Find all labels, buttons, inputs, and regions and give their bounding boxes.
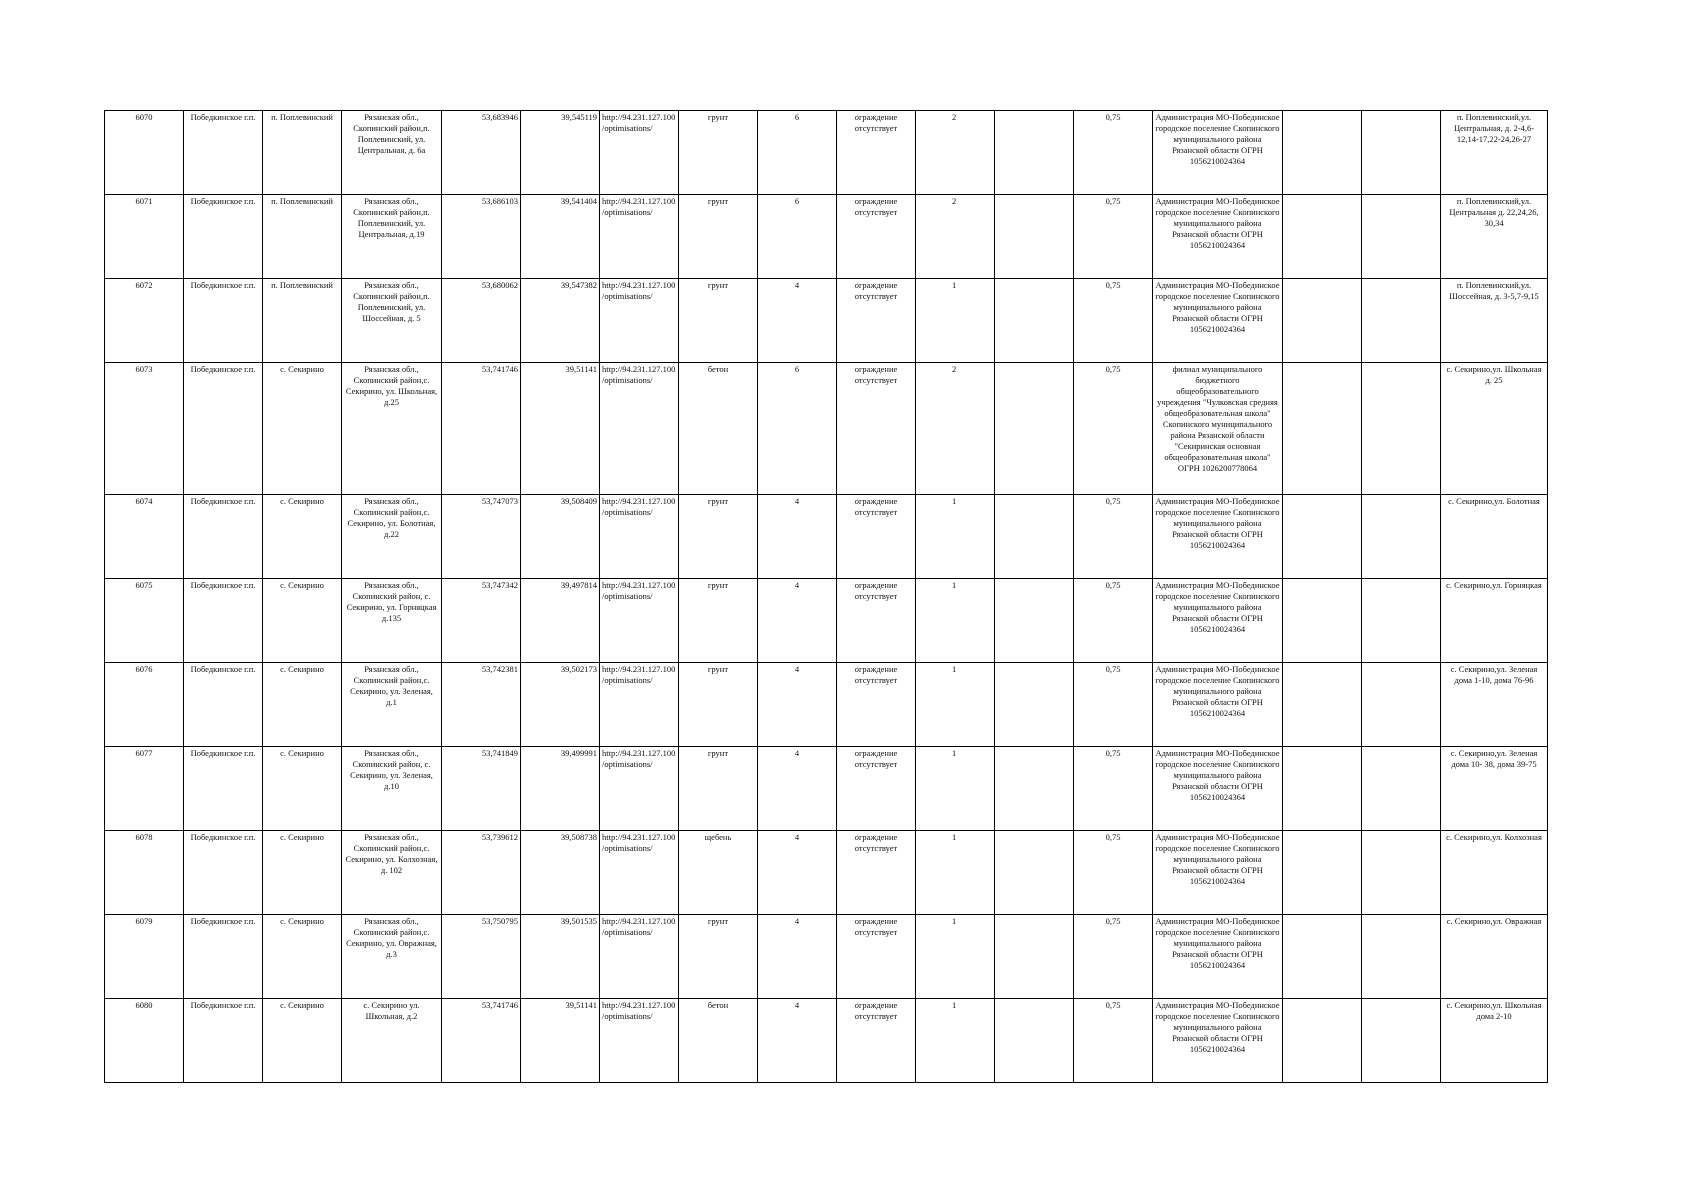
area-cell: 6: [758, 363, 837, 495]
table-row: [105, 279, 1548, 363]
longitude-cell: 39,547382: [521, 279, 600, 363]
surface-cell: грунт: [679, 663, 758, 747]
surface-cell: грунт: [679, 279, 758, 363]
settlement-cell: Победкинское г.п.: [184, 363, 263, 495]
area-cell: 4: [758, 579, 837, 663]
locality-cell: с. Секирино: [263, 495, 342, 579]
locality-cell: с. Секирино: [263, 579, 342, 663]
fence-cell: ограждение отсутствует: [837, 999, 916, 1083]
volume-cell: 0,75: [1074, 495, 1153, 579]
settlement-cell: Победкинское г.п.: [184, 195, 263, 279]
url-cell: http://94.231.127.100/optimisations/: [600, 579, 679, 663]
surface-cell: грунт: [679, 111, 758, 195]
empty-cell: [1362, 999, 1441, 1083]
empty-cell: [1362, 915, 1441, 999]
table-row: [105, 747, 1548, 831]
locality-cell: п. Поплевинский: [263, 195, 342, 279]
table-row: [105, 495, 1548, 579]
sources-cell: п. Поплевинский,ул. Шоссейная, д. 3-5,7-9,15: [1441, 279, 1548, 363]
surface-cell: грунт: [679, 195, 758, 279]
empty-cell: [995, 579, 1074, 663]
longitude-cell: 39,545119: [521, 111, 600, 195]
row-number-cell: 6072: [105, 279, 184, 363]
address-cell: Рязанская обл., Скопинский район,с. Секирино, ул. Болотная, д.22: [342, 495, 442, 579]
row-number-cell: 6071: [105, 195, 184, 279]
empty-cell: [995, 915, 1074, 999]
empty-cell: [995, 999, 1074, 1083]
empty-cell: [995, 495, 1074, 579]
locality-cell: с. Секирино: [263, 831, 342, 915]
settlement-cell: Победкинское г.п.: [184, 579, 263, 663]
latitude-cell: 53,742381: [442, 663, 521, 747]
volume-cell: 0,75: [1074, 747, 1153, 831]
fence-cell: ограждение отсутствует: [837, 747, 916, 831]
sources-cell: с. Секирино,ул. Болотная: [1441, 495, 1548, 579]
empty-cell: [995, 279, 1074, 363]
fence-cell: ограждение отсутствует: [837, 831, 916, 915]
table-row: [105, 831, 1548, 915]
row-number-cell: 6075: [105, 579, 184, 663]
volume-cell: 0,75: [1074, 195, 1153, 279]
table-row: [105, 579, 1548, 663]
empty-cell: [1362, 831, 1441, 915]
empty-cell: [1283, 111, 1362, 195]
empty-cell: [1283, 915, 1362, 999]
table-row: [105, 663, 1548, 747]
address-cell: Рязанская обл., Скопинский район, с. Секирино, ул. Горняцкая д.135: [342, 579, 442, 663]
locality-cell: п. Поплевинский: [263, 279, 342, 363]
empty-cell: [1362, 111, 1441, 195]
owner-cell: Администрация МО-Побединское городское поселение Скопинского муниципального района Рязанской области ОГРН 1056210024364: [1153, 579, 1283, 663]
address-cell: Рязанская обл., Скопинский район,с. Секирино, ул. Колхозная, д. 102: [342, 831, 442, 915]
area-cell: 4: [758, 279, 837, 363]
area-cell: 4: [758, 747, 837, 831]
owner-cell: Администрация МО-Побединское городское поселение Скопинского муниципального района Рязанской области ОГРН 1056210024364: [1153, 111, 1283, 195]
longitude-cell: 39,508409: [521, 495, 600, 579]
row-number-cell: 6077: [105, 747, 184, 831]
empty-cell: [1283, 663, 1362, 747]
locality-cell: с. Секирино: [263, 747, 342, 831]
containers-cell: 1: [916, 999, 995, 1083]
url-cell: http://94.231.127.100/optimisations/: [600, 915, 679, 999]
owner-cell: Администрация МО-Побединское городское поселение Скопинского муниципального района Рязанской области ОГРН 1056210024364: [1153, 195, 1283, 279]
area-cell: 6: [758, 195, 837, 279]
owner-cell: филиал муниципального бюджетного общеобразовательного учреждения "Чулковская средняя общеобразовательная школа" Скопинского муниципального района Рязанской области "Секиринская основная общеобразовательная школа" ОГРН 1026200778064: [1153, 363, 1283, 495]
row-number-cell: 6074: [105, 495, 184, 579]
settlement-cell: Победкинское г.п.: [184, 279, 263, 363]
fence-cell: ограждение отсутствует: [837, 363, 916, 495]
row-number-cell: 6080: [105, 999, 184, 1083]
sources-cell: с. Секирино,ул. Школьная дома 2-10: [1441, 999, 1548, 1083]
volume-cell: 0,75: [1074, 363, 1153, 495]
fence-cell: ограждение отсутствует: [837, 195, 916, 279]
sources-cell: п. Поплевинский,ул. Центральная, д. 2-4,6-12,14-17,22-24,26-27: [1441, 111, 1548, 195]
table-row: [105, 363, 1548, 495]
locality-cell: с. Секирино: [263, 663, 342, 747]
latitude-cell: 53,741849: [442, 747, 521, 831]
surface-cell: грунт: [679, 915, 758, 999]
latitude-cell: 53,747342: [442, 579, 521, 663]
empty-cell: [995, 831, 1074, 915]
surface-cell: щебень: [679, 831, 758, 915]
owner-cell: Администрация МО-Побединское городское поселение Скопинского муниципального района Рязанской области ОГРН 1056210024364: [1153, 495, 1283, 579]
table-row: [105, 915, 1548, 999]
empty-cell: [1283, 999, 1362, 1083]
fence-cell: ограждение отсутствует: [837, 579, 916, 663]
latitude-cell: 53,741746: [442, 363, 521, 495]
row-number-cell: 6078: [105, 831, 184, 915]
owner-cell: Администрация МО-Побединское городское поселение Скопинского муниципального района Рязанской области ОГРН 1056210024364: [1153, 279, 1283, 363]
volume-cell: 0,75: [1074, 831, 1153, 915]
longitude-cell: 39,51141: [521, 999, 600, 1083]
url-cell: http://94.231.127.100/optimisations/: [600, 831, 679, 915]
row-number-cell: 6076: [105, 663, 184, 747]
surface-cell: грунт: [679, 579, 758, 663]
volume-cell: 0,75: [1074, 663, 1153, 747]
empty-cell: [1362, 663, 1441, 747]
area-cell: 4: [758, 663, 837, 747]
surface-cell: бетон: [679, 363, 758, 495]
url-cell: http://94.231.127.100/optimisations/: [600, 999, 679, 1083]
empty-cell: [1283, 279, 1362, 363]
settlement-cell: Победкинское г.п.: [184, 663, 263, 747]
registry-table: [104, 110, 1548, 1083]
empty-cell: [995, 111, 1074, 195]
table-row: [105, 999, 1548, 1083]
table-row: [105, 111, 1548, 195]
empty-cell: [1283, 747, 1362, 831]
locality-cell: с. Секирино: [263, 363, 342, 495]
latitude-cell: 53,750795: [442, 915, 521, 999]
longitude-cell: 39,501535: [521, 915, 600, 999]
surface-cell: грунт: [679, 495, 758, 579]
empty-cell: [1362, 579, 1441, 663]
url-cell: http://94.231.127.100/optimisations/: [600, 279, 679, 363]
longitude-cell: 39,541404: [521, 195, 600, 279]
area-cell: 4: [758, 831, 837, 915]
area-cell: 6: [758, 111, 837, 195]
address-cell: Рязанская обл., Скопинский район,п. Поплевинский, ул. Центральная, д. 6а: [342, 111, 442, 195]
empty-cell: [995, 195, 1074, 279]
containers-cell: 1: [916, 663, 995, 747]
fence-cell: ограждение отсутствует: [837, 915, 916, 999]
row-number-cell: 6070: [105, 111, 184, 195]
area-cell: 4: [758, 915, 837, 999]
url-cell: http://94.231.127.100/optimisations/: [600, 363, 679, 495]
containers-cell: 2: [916, 111, 995, 195]
empty-cell: [1283, 495, 1362, 579]
url-cell: http://94.231.127.100/optimisations/: [600, 747, 679, 831]
sources-cell: с. Секирино,ул. Овражная: [1441, 915, 1548, 999]
sources-cell: с. Секирино,ул. Горняцкая: [1441, 579, 1548, 663]
longitude-cell: 39,497814: [521, 579, 600, 663]
longitude-cell: 39,499991: [521, 747, 600, 831]
latitude-cell: 53,747073: [442, 495, 521, 579]
address-cell: с. Секирино ул. Школьная, д.2: [342, 999, 442, 1083]
address-cell: Рязанская обл., Скопинский район,п. Поплевинский, ул. Центральная, д.19: [342, 195, 442, 279]
locality-cell: п. Поплевинский: [263, 111, 342, 195]
volume-cell: 0,75: [1074, 999, 1153, 1083]
empty-cell: [1283, 579, 1362, 663]
address-cell: Рязанская обл., Скопинский район, с. Секирино, ул. Зеленая, д.10: [342, 747, 442, 831]
surface-cell: грунт: [679, 747, 758, 831]
latitude-cell: 53,680062: [442, 279, 521, 363]
area-cell: 4: [758, 495, 837, 579]
latitude-cell: 53,739612: [442, 831, 521, 915]
containers-cell: 1: [916, 495, 995, 579]
sources-cell: с. Секирино,ул. Школьная д. 25: [1441, 363, 1548, 495]
settlement-cell: Победкинское г.п.: [184, 111, 263, 195]
empty-cell: [1362, 195, 1441, 279]
settlement-cell: Победкинское г.п.: [184, 915, 263, 999]
sources-cell: с. Секирино,ул. Зеленая дома 1-10, дома 76-96: [1441, 663, 1548, 747]
sources-cell: с. Секирино,ул. Зеленая дома 10- 38, дома 39-75: [1441, 747, 1548, 831]
fence-cell: ограждение отсутствует: [837, 111, 916, 195]
containers-cell: 1: [916, 915, 995, 999]
owner-cell: Администрация МО-Побединское городское поселение Скопинского муниципального района Рязанской области ОГРН 1056210024364: [1153, 831, 1283, 915]
empty-cell: [1362, 495, 1441, 579]
empty-cell: [995, 663, 1074, 747]
address-cell: Рязанская обл., Скопинский район,с. Секирино, ул. Школьная, д.25: [342, 363, 442, 495]
longitude-cell: 39,502173: [521, 663, 600, 747]
table-body: [105, 111, 1548, 1083]
containers-cell: 1: [916, 747, 995, 831]
address-cell: Рязанская обл., Скопинский район,с. Секирино, ул. Овражная, д.3: [342, 915, 442, 999]
surface-cell: бетон: [679, 999, 758, 1083]
volume-cell: 0,75: [1074, 111, 1153, 195]
owner-cell: Администрация МО-Побединское городское поселение Скопинского муниципального района Рязанской области ОГРН 1056210024364: [1153, 999, 1283, 1083]
row-number-cell: 6079: [105, 915, 184, 999]
volume-cell: 0,75: [1074, 279, 1153, 363]
locality-cell: с. Секирино: [263, 915, 342, 999]
owner-cell: Администрация МО-Побединское городское поселение Скопинского муниципального района Рязанской области ОГРН 1056210024364: [1153, 915, 1283, 999]
empty-cell: [1283, 195, 1362, 279]
volume-cell: 0,75: [1074, 579, 1153, 663]
area-cell: 4: [758, 999, 837, 1083]
row-number-cell: 6073: [105, 363, 184, 495]
containers-cell: 2: [916, 195, 995, 279]
settlement-cell: Победкинское г.п.: [184, 495, 263, 579]
containers-cell: 1: [916, 579, 995, 663]
containers-cell: 2: [916, 363, 995, 495]
locality-cell: с. Секирино: [263, 999, 342, 1083]
url-cell: http://94.231.127.100/optimisations/: [600, 663, 679, 747]
empty-cell: [1283, 363, 1362, 495]
url-cell: http://94.231.127.100/optimisations/: [600, 495, 679, 579]
containers-cell: 1: [916, 279, 995, 363]
latitude-cell: 53,686103: [442, 195, 521, 279]
settlement-cell: Победкинское г.п.: [184, 747, 263, 831]
empty-cell: [995, 363, 1074, 495]
empty-cell: [1362, 747, 1441, 831]
url-cell: http://94.231.127.100/optimisations/: [600, 195, 679, 279]
address-cell: Рязанская обл., Скопинский район,п. Поплевинский, ул. Шоссейная, д. 5: [342, 279, 442, 363]
owner-cell: Администрация МО-Побединское городское поселение Скопинского муниципального района Рязанской области ОГРН 1056210024364: [1153, 663, 1283, 747]
longitude-cell: 39,508738: [521, 831, 600, 915]
volume-cell: 0,75: [1074, 915, 1153, 999]
empty-cell: [995, 747, 1074, 831]
url-cell: http://94.231.127.100/optimisations/: [600, 111, 679, 195]
sources-cell: п. Поплевинский,ул. Центральная д. 22,24,26, 30,34: [1441, 195, 1548, 279]
address-cell: Рязанская обл., Скопинский район,с. Секирино, ул. Зеленая, д.1: [342, 663, 442, 747]
fence-cell: ограждение отсутствует: [837, 663, 916, 747]
settlement-cell: Победкинское г.п.: [184, 831, 263, 915]
empty-cell: [1362, 279, 1441, 363]
sources-cell: с. Секирино,ул. Колхозная: [1441, 831, 1548, 915]
empty-cell: [1283, 831, 1362, 915]
fence-cell: ограждение отсутствует: [837, 495, 916, 579]
empty-cell: [1362, 363, 1441, 495]
fence-cell: ограждение отсутствует: [837, 279, 916, 363]
owner-cell: Администрация МО-Побединское городское поселение Скопинского муниципального района Рязанской области ОГРН 1056210024364: [1153, 747, 1283, 831]
table-row: [105, 195, 1548, 279]
longitude-cell: 39,51141: [521, 363, 600, 495]
latitude-cell: 53,741746: [442, 999, 521, 1083]
containers-cell: 1: [916, 831, 995, 915]
settlement-cell: Победкинское г.п.: [184, 999, 263, 1083]
latitude-cell: 53,683946: [442, 111, 521, 195]
